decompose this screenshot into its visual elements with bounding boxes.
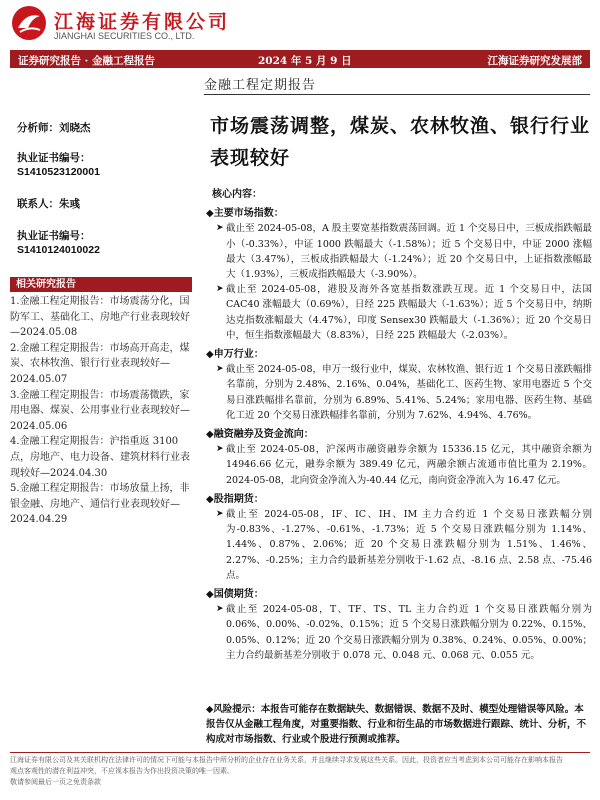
core-content — [206, 183, 592, 663]
arrow-bullet-icon: ➤ — [216, 444, 224, 455]
section-heading: ◆股指期货： — [206, 493, 264, 505]
core-content-label: 核心内容： — [212, 189, 262, 200]
section-paragraph: ➤ 截止至 2024-05-08，申万一级行业中，煤炭、农林牧渔、银行近 1 个交易日涨跌幅排名靠前，分别为 2.48%、2.16%、0.04%，基础化工、医药生物、家用电器近 5 个交易日涨跌幅排名靠前，分别为 6.89%、5.41%、5.24%；家用电器、医药生物、基础化工近 20 个交易日涨跌幅排名靠前，分别为 7.62%、4.94%、4.76%。 — [216, 364, 592, 421]
disclaimer-footer — [10, 755, 590, 788]
cert2-number: S1410124010022 — [17, 244, 100, 256]
related-report-item[interactable]: 4.金融工程定期报告：沪指重返 3100 点，房地产、电力设备、建筑材料行业表现较好—2024.04.30 — [10, 436, 190, 479]
cert1-number: S1410523120001 — [17, 166, 100, 178]
section-paragraph: ➤ 截止至 2024-05-08，T、TF、TS、TL 主力合约近 1 个交易日涨跌幅分别为 0.06%、0.00%、-0.02%、0.15%；近 5 个交易日涨跌幅分别为 0.22%、0.15%、0.05%、0.12%；近 20 个交易日涨跌幅分别为 0.38%、0.24%、0.05%、0.00%；主力合约最新基差分别收于 0.078 元、0.048 元、0.068 元、0.055 元。 — [216, 604, 592, 661]
report-type: 证券研究报告 · 金融工程报告 — [18, 55, 155, 67]
arrow-bullet-icon: ➤ — [216, 284, 224, 295]
contact-name: 联系人：朱彧 — [17, 198, 80, 210]
related-report-item[interactable]: 5.金融工程定期报告：市场放量上扬，非银金融、房地产、通信行业表现较好—2024.04.29 — [10, 483, 190, 526]
section-paragraph: ➤ 截止至 2024-05-08，港股及海外各宽基指数涨跌互现。近 1 个交易日中，法国 CAC40 涨幅最大（0.69%），日经 225 跌幅最大（-1.63%）；近 5 个交易日中，纳斯达克指数涨幅最大（4.47%），印度 Sensex30 跌幅最大（-1.36%）；近 20 个交易日中，恒生指数涨幅最大（8.83%），日经 225 跌幅最大（-2.03%）。 — [216, 284, 592, 341]
report-date: 2024 年 5 月 9 日 — [258, 55, 352, 67]
logo-mark-icon — [10, 4, 48, 42]
related-report-item[interactable]: 2.金融工程定期报告：市场高开高走，煤炭、农林牧渔、银行行业表现较好—2024.05.07 — [10, 342, 190, 385]
cert2-label: 执业证书编号： — [17, 230, 91, 242]
section-heading: ◆主要市场指数： — [206, 208, 284, 220]
arrow-bullet-icon: ➤ — [216, 364, 224, 375]
page-title: 市场震荡调整，煤炭、农林牧渔、银行行业表现较好 — [210, 115, 591, 169]
section-paragraph: ➤ 截止至 2024-05-08，沪深两市融资融券余额为 15336.15 亿元，其中融资余额为 14946.66 亿元，融券余额为 389.49 亿元，两融余额占流通市值比重为 2.19%。2024-05-08，北向资金净流入为-40.44 亿元，南向资金净流入为 16.47 亿元。 — [216, 444, 592, 486]
footer-divider — [10, 752, 590, 753]
cert1-label: 执业证书编号： — [17, 152, 91, 164]
department: 江海证券研究发展部 — [487, 55, 582, 67]
company-name-en: JIANGHAI SECURITIES CO., LTD. — [54, 31, 195, 41]
related-report-item[interactable]: 3.金融工程定期报告：市场震荡微跌，家用电器、煤炭、公用事业行业表现较好—2024.05.06 — [10, 389, 190, 432]
report-header-bar — [10, 50, 590, 68]
arrow-bullet-icon: ➤ — [216, 509, 224, 520]
section-heading: ◆申万行业： — [206, 349, 264, 361]
risk-warning: ◆风险提示：本报告可能存在数据缺失、数据错误、数据不及时、模型处理错误等风险。本报告仅从金融工程角度，对重要指数、行业和衍生品的市场数据进行跟踪、统计、分析，不构成对市场指数、行业或个股进行预测或推荐。 — [206, 704, 587, 746]
arrow-bullet-icon: ➤ — [216, 223, 224, 234]
company-name-cn: 江海证券有限公司 — [54, 11, 231, 33]
section-heading: ◆国债期货： — [206, 589, 264, 601]
section-heading: ◆融资融券及资金流向： — [206, 429, 314, 441]
subtitle-divider — [204, 94, 590, 95]
related-reports-list — [10, 294, 194, 528]
analyst-name: 分析师：刘晓杰 — [17, 122, 91, 134]
company-logo — [10, 4, 280, 44]
section-paragraph: ➤ 截止至 2024-05-08，IF、IC、IH、IM 主力合约近 1 个交易日涨跌幅分别为-0.83%、-1.27%、-0.61%、-1.73%；近 5 个交易日涨跌幅分别为 1.14%、1.44%、0.87%、2.06%；近 20 个交易日涨跌幅分别为 1.51%、1.46%、2.27%、-0.25%；主力合约最新基差分别收于-1.62 点、-8.16 点、2.58 点、-75.46 点。 — [216, 509, 592, 581]
section-paragraph: ➤ 截止至 2024-05-08，A 股主要宽基指数震荡回调。近 1 个交易日中，三板成指跌幅最小（-0.33%），中证 1000 跌幅最大（-1.58%）；近 5 个交易日中，中证 2000 涨幅最大（3.47%），三板成指跌幅最大（-1.24%）；近 20 个交易日中，上证指数涨幅最大（1.93%），三板成指跌幅最大（-3.90%）。 — [216, 223, 592, 281]
related-report-item[interactable]: 1.金融工程定期报告：市场震荡分化，国防军工、基础化工、房地产行业表现较好—2024.05.08 — [10, 296, 190, 339]
report-series-title: 金融工程定期报告 — [204, 78, 317, 93]
related-reports-heading: 相关研究报告 — [10, 277, 192, 292]
disclaimer-line: 江海证券有限公司及其关联机构在法律许可的情况下可能与本报告中所分析的企业存在业务关系，并且继续寻求发展这些关系。因此，投资者应当考虑到本公司可能存在影响本报告 — [10, 756, 563, 764]
disclaimer-line: 观点客观性的潜在利益冲突，不应视本报告为作出投资决策的唯一因素。 — [10, 767, 234, 775]
disclaimer-link[interactable]: 敬请参阅最后一页之免责条款 — [10, 778, 101, 786]
arrow-bullet-icon: ➤ — [216, 604, 224, 615]
